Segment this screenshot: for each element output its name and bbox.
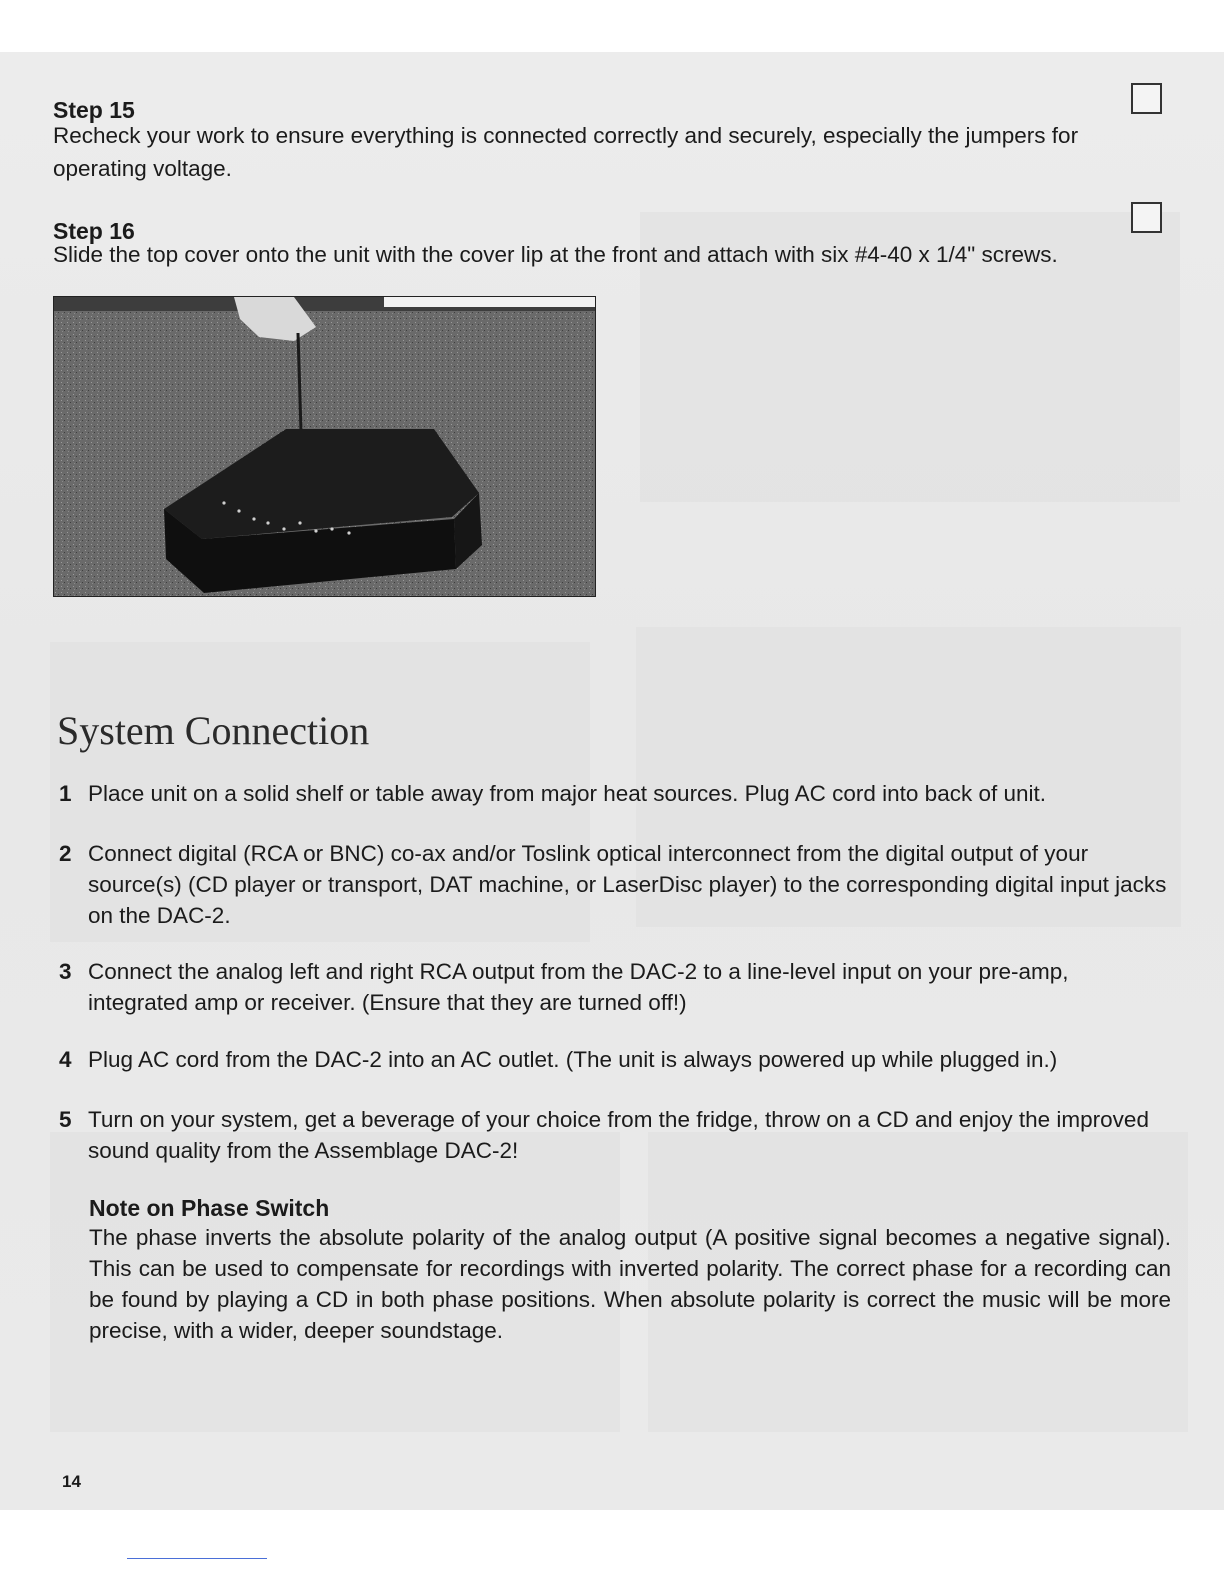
section-title: System Connection <box>57 708 370 753</box>
list-item-text: Plug AC cord from the DAC-2 into an AC outlet. (The unit is always powered up while plugged in.) <box>88 1047 1058 1072</box>
list-item-number: 3 <box>59 959 72 984</box>
list-item-text: Connect digital (RCA or BNC) co-ax and/or Toslink optical interconnect from the digital output of your source(s) (CD player or transport, DAT machine, or LaserDisc player) to the corresponding digital input jacks on the DAC-2. <box>88 841 1167 928</box>
step-15-text: Recheck your work to ensure everything is connected correctly and securely, especially the jumpers for operating voltage. <box>53 123 1079 181</box>
list-item-number: 1 <box>59 781 72 806</box>
step-16-text: Slide the top cover onto the unit with the cover lip at the front and attach with six #4-40 x 1/4" screws. <box>53 242 1058 267</box>
note-title: Note on Phase Switch <box>89 1195 330 1221</box>
photo-illustration <box>54 297 595 596</box>
list-item-number: 2 <box>59 841 72 866</box>
step-16-checkbox[interactable] <box>1131 202 1162 233</box>
list-item-text: Place unit on a solid shelf or table away from major heat sources. Plug AC cord into back of unit. <box>88 781 1046 806</box>
list-item-number: 5 <box>59 1107 72 1132</box>
list-item-number: 4 <box>59 1047 72 1072</box>
footer-divider <box>127 1558 267 1559</box>
step-16-title: Step 16 <box>53 218 135 244</box>
note-text: The phase inverts the absolute polarity of the analog output (A positive signal becomes a negative signal). This can be used to compensate for recordings with inverted polarity. The correct phase for a recording can be found by playing a CD in both phase positions. When absolute polarity is correct the music will be more precise, with a wider, deeper soundstage. <box>89 1225 1171 1343</box>
list-item-text: Connect the analog left and right RCA output from the DAC-2 to a line-level input on your pre-amp, integrated amp or receiver. (Ensure that they are turned off!) <box>88 959 1069 1015</box>
step-15-checkbox[interactable] <box>1131 83 1162 114</box>
page-number: 14 <box>62 1472 81 1491</box>
cover-installation-photo <box>53 296 596 597</box>
step-15-title: Step 15 <box>53 97 135 123</box>
list-item-text: Turn on your system, get a beverage of your choice from the fridge, throw on a CD and enjoy the improved sound quality from the Assemblage DAC-2! <box>88 1107 1149 1163</box>
